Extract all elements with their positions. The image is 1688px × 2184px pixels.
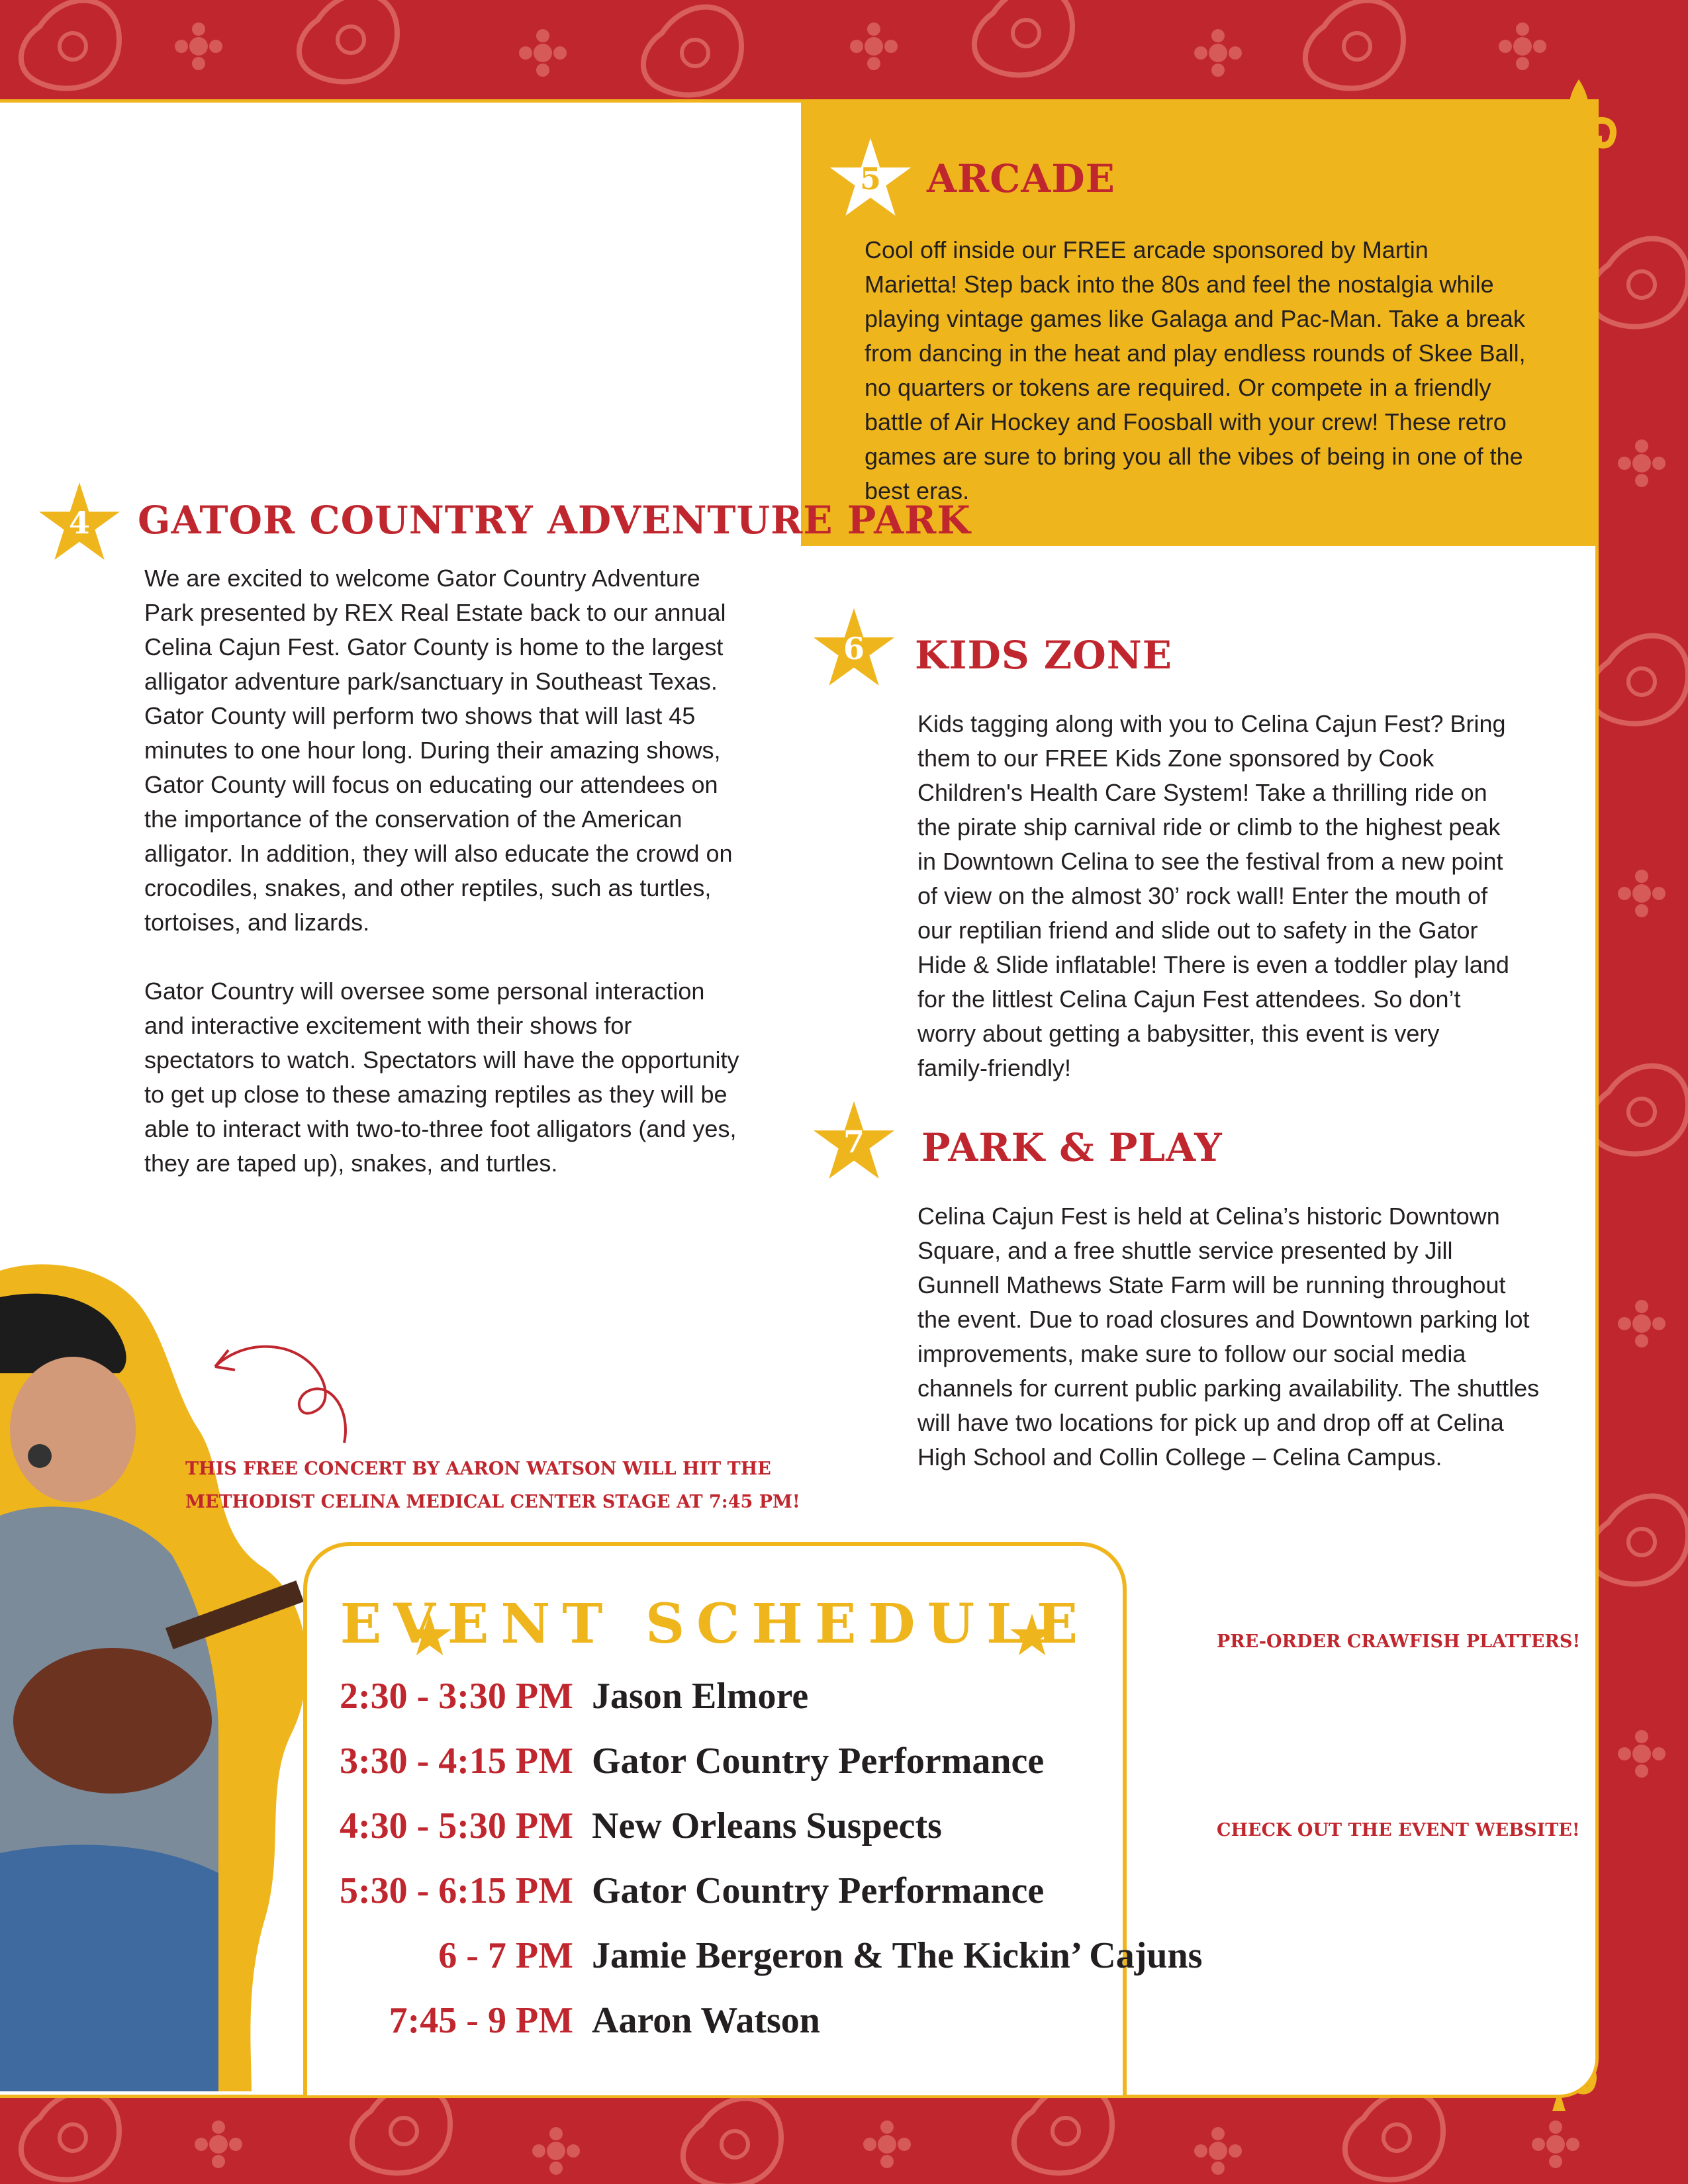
concert-callout-line-1: THIS FREE CONCERT BY AARON WATSON WILL HIT THE (185, 1459, 771, 1479)
schedule-time: 7:45 - 9 PM (389, 2000, 573, 2041)
schedule-time: 6 - 7 PM (438, 1935, 573, 1976)
event-schedule (303, 1542, 1203, 2095)
kids-number: 6 (843, 631, 865, 666)
park-heading: PARK & PLAY (921, 1125, 1223, 1170)
curved-arrow-icon (199, 1330, 364, 1449)
gator-body (144, 561, 740, 1215)
schedule-act: Jason Elmore (592, 1676, 809, 1717)
schedule-time: 2:30 - 3:30 PM (339, 1676, 573, 1717)
schedule-row (307, 1805, 1123, 1870)
kids-heading: KIDS ZONE (915, 633, 1173, 678)
schedule-act: Gator Country Performance (592, 1870, 1045, 1911)
gator-number: 4 (68, 505, 90, 541)
kids-number-badge (811, 606, 897, 692)
event-website-link[interactable]: CHECK OUT THE EVENT WEBSITE! (1217, 1820, 1580, 1841)
schedule-time: 3:30 - 4:15 PM (339, 1741, 573, 1782)
crawfish-preorder-link[interactable]: PRE-ORDER CRAWFISH PLATTERS! (1217, 1631, 1581, 1652)
gator-paragraph-2: Gator Country will oversee some personal interaction and interactive excitement with their shows for spectators to watch. Spectators will have the opportunity to get up close to these amazing reptiles as they will be able to interact with two-to-three foot alligators (and yes, they are taped up), snakes, and turtles. (144, 978, 739, 1177)
schedule-act: Jamie Bergeron & The Kickin’ Cajuns (592, 1935, 1203, 1976)
concert-callout-line-2: METHODIST CELINA MEDICAL CENTER STAGE AT 7:45 PM! (185, 1492, 800, 1512)
arcade-body: Cool off inside our FREE arcade sponsored by Martin Marietta! Step back into the 80s and feel the nostalgia while playing vintage games like Galaga and Pac-Man. Take a break from dancing in the heat and play endless rounds of Skee Ball, no quarters or tokens are required. Or compete in a friendly battle of Air Hockey and Foosball with your crew! These retro games are sure to bring you all the vibes of being in one of the best eras. (865, 236, 1526, 504)
gator-number-badge (36, 480, 122, 566)
schedule-title: EVENT SCHEDULE (340, 1592, 1090, 1656)
schedule-act: New Orleans Suspects (592, 1805, 942, 1846)
schedule-row (307, 1740, 1123, 1805)
arcade-number: 5 (859, 161, 881, 197)
schedule-time: 4:30 - 5:30 PM (339, 1805, 573, 1846)
gator-heading: GATOR COUNTRY ADVENTURE PARK (138, 498, 971, 543)
schedule-row (307, 1675, 1123, 1740)
park-number-badge (811, 1099, 897, 1185)
schedule-row (307, 1934, 1203, 1999)
arcade-number-badge (827, 136, 914, 222)
park-body: Celina Cajun Fest is held at Celina’s historic Downtown Square, and a free shuttle service presented by Jill Gunnell Mathews State Farm will be running throughout the event. Due to road closures and Downtown parking lot improvements, make sure to follow our social media channels for current public parking availability. The shuttles will have two locations for pick up and drop off at Celina High School and Collin College – Celina Campus. (917, 1203, 1540, 1471)
kids-body: Kids tagging along with you to Celina Cajun Fest? Bring them to our FREE Kids Zone sponsored by Cook Children's Health Care System! Take a thrilling ride on the pirate ship carnival ride or climb to the highest peak in Downtown Celina to see the festival from a new point of view on the almost 30’ rock wall! Enter the mouth of our reptilian friend and slide out to safety in the Gator Hide & Slide inflatable! There is even a toddler play land for the littlest Celina Cajun Fest attendees. So don’t worry about getting a babysitter, this event is very family-friendly! (917, 710, 1509, 1081)
schedule-row (307, 1870, 1123, 1934)
arcade-heading: ARCADE (927, 156, 1115, 201)
schedule-row (307, 1999, 1123, 2064)
gator-paragraph-1: We are excited to welcome Gator Country Adventure Park presented by REX Real Estate back to our annual Celina Cajun Fest. Gator County is home to the largest alligator adventure park/sanctuary in Southeast Texas. Gator County will perform two shows that will last 45 minutes to one hour long. During their amazing shows, Gator County will focus on educating our attendees on the importance of the conservation of the American alligator. In addition, they will also educate the crowd on crocodiles, snakes, and other reptiles, such as turtles, tortoises, and lizards. (144, 565, 733, 936)
schedule-time: 5:30 - 6:15 PM (339, 1870, 573, 1911)
schedule-act: Aaron Watson (592, 2000, 820, 2041)
concert-callout (185, 1453, 800, 1519)
schedule-act: Gator Country Performance (592, 1741, 1045, 1782)
park-number: 7 (843, 1124, 865, 1160)
